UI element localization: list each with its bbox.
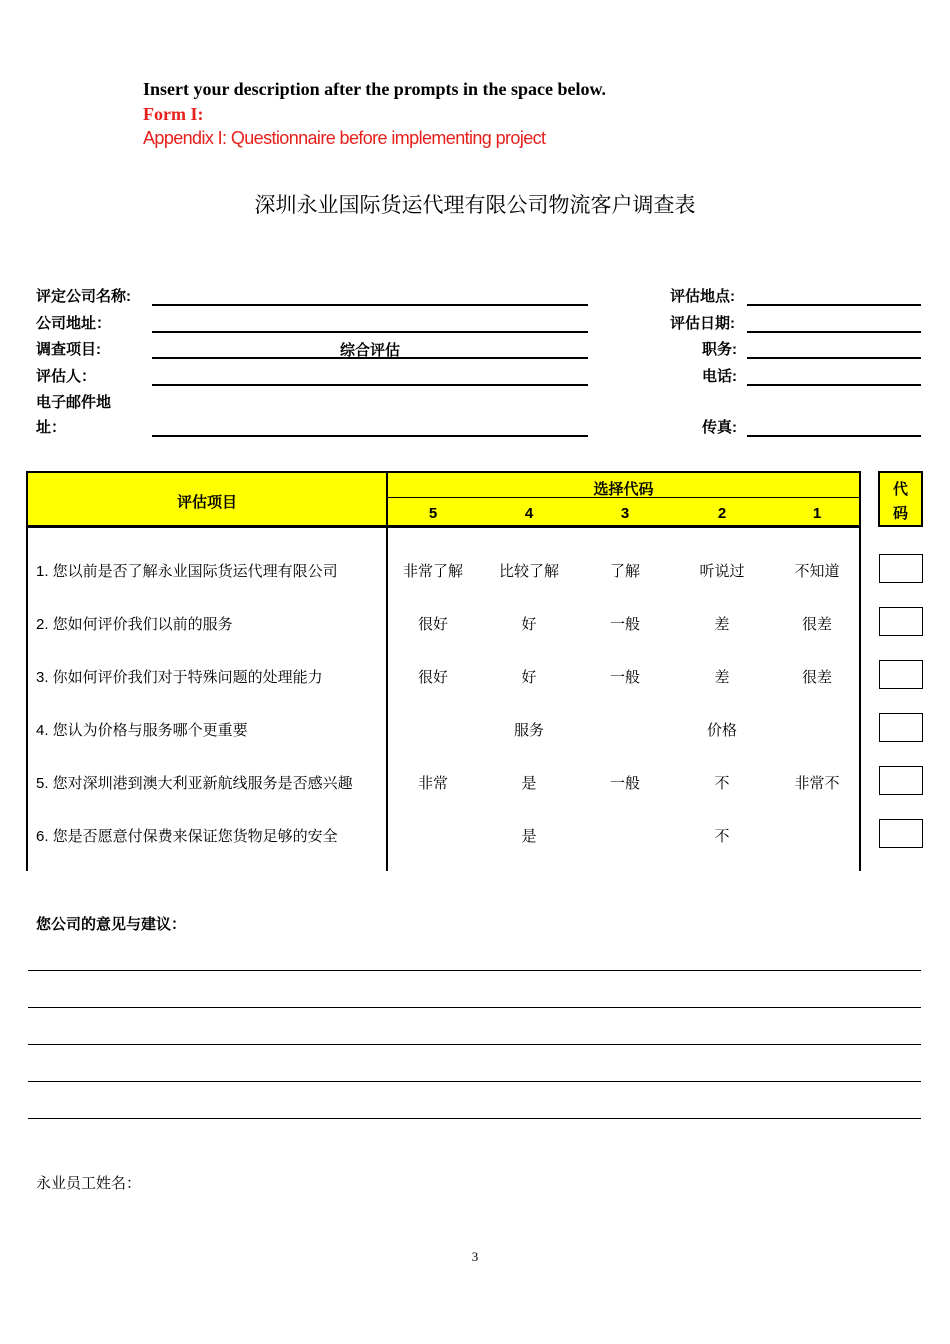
code-input-1[interactable] xyxy=(879,554,923,583)
question-2: 2. 您如何评价我们以前的服务 xyxy=(36,616,233,633)
code-input-6[interactable] xyxy=(879,819,923,848)
score-1: 1 xyxy=(812,505,822,522)
option-q2-5: 很好 xyxy=(417,616,448,633)
option-q3-5: 很好 xyxy=(417,669,448,686)
survey-item-value: 综合评估 xyxy=(339,342,400,359)
choice-header: 选择代码 xyxy=(593,481,654,498)
assessor-label: 评估人： xyxy=(36,368,97,385)
item-header: 评估项目 xyxy=(176,494,237,511)
option-q2-4: 好 xyxy=(521,616,537,633)
option-q5-1: 非常不 xyxy=(794,775,840,792)
code-input-3[interactable] xyxy=(879,660,923,689)
company-name-label: 评定公司名称: xyxy=(36,288,131,305)
option-q2-2: 差 xyxy=(714,616,730,633)
comment-line-3[interactable] xyxy=(28,1044,921,1045)
option-q1-5: 非常了解 xyxy=(402,563,463,580)
table-left-border xyxy=(26,527,28,871)
option-q1-1: 不知道 xyxy=(794,563,840,580)
page-number: 3 xyxy=(471,1249,479,1264)
survey-item-field[interactable] xyxy=(152,357,588,359)
score-4: 4 xyxy=(524,505,534,522)
option-q3-1: 很差 xyxy=(801,669,832,686)
question-6: 6. 您是否愿意付保费来保证您货物足够的安全 xyxy=(36,828,338,845)
comments-label: 您公司的意见与建议： xyxy=(36,916,187,933)
email-label-line2: 址： xyxy=(36,419,67,436)
option-q5-3: 一般 xyxy=(609,775,640,792)
option-q2-3: 一般 xyxy=(609,616,640,633)
comment-line-4[interactable] xyxy=(28,1081,921,1082)
score-5: 5 xyxy=(428,505,438,522)
code-header-line1: 代 xyxy=(892,481,908,498)
option-q4-4: 服务 xyxy=(513,722,544,739)
code-input-4[interactable] xyxy=(879,713,923,742)
instruction-text: Insert your description after the prompts in the space below. xyxy=(143,79,606,99)
company-name-field[interactable] xyxy=(152,304,588,306)
staff-name-label: 永业员工姓名： xyxy=(36,1176,142,1192)
phone-field[interactable] xyxy=(747,384,921,386)
option-q1-3: 了解 xyxy=(609,563,640,580)
code-input-5[interactable] xyxy=(879,766,923,795)
date-label: 评估日期: xyxy=(670,315,735,332)
option-q6-4: 是 xyxy=(521,828,537,845)
question-4: 4. 您认为价格与服务哪个更重要 xyxy=(36,722,248,739)
option-q3-4: 好 xyxy=(521,669,537,686)
survey-title: 深圳永业国际货运代理有限公司物流客户调查表 xyxy=(254,193,696,217)
score-3: 3 xyxy=(620,505,630,522)
header-double-line xyxy=(26,527,861,528)
email-label-line1: 电子邮件地 xyxy=(36,394,112,411)
option-q1-2: 听说过 xyxy=(699,563,745,580)
option-q6-2: 不 xyxy=(714,828,730,845)
location-field[interactable] xyxy=(747,304,921,306)
option-q4-2: 价格 xyxy=(706,722,737,739)
option-q5-5: 非常 xyxy=(417,775,448,792)
survey-item-label: 调查项目: xyxy=(36,341,101,358)
location-label: 评估地点: xyxy=(670,288,735,305)
question-3: 3. 你如何评价我们对于特殊问题的处理能力 xyxy=(36,669,323,686)
appendix-title: Appendix I: Questionnaire before implementing project xyxy=(143,128,546,148)
email-field[interactable] xyxy=(152,435,588,437)
comment-line-2[interactable] xyxy=(28,1007,921,1008)
company-address-field[interactable] xyxy=(152,331,588,333)
position-field[interactable] xyxy=(747,357,921,359)
code-header-line2: 码 xyxy=(892,505,908,522)
option-q3-3: 一般 xyxy=(609,669,640,686)
phone-label: 电话: xyxy=(702,368,737,385)
comment-line-1[interactable] xyxy=(28,970,921,971)
option-q5-2: 不 xyxy=(714,775,730,792)
company-address-label: 公司地址： xyxy=(36,315,112,332)
date-field[interactable] xyxy=(747,331,921,333)
code-input-2[interactable] xyxy=(879,607,923,636)
fax-field[interactable] xyxy=(747,435,921,437)
assessor-field[interactable] xyxy=(152,384,588,386)
comment-line-5[interactable] xyxy=(28,1118,921,1119)
option-q3-2: 差 xyxy=(714,669,730,686)
option-q1-4: 比较了解 xyxy=(498,563,559,580)
option-q5-4: 是 xyxy=(521,775,537,792)
fax-label: 传真: xyxy=(702,419,737,436)
option-q2-1: 很差 xyxy=(801,616,832,633)
score-2: 2 xyxy=(717,505,727,522)
question-5: 5. 您对深圳港到澳大利亚新航线服务是否感兴趣 xyxy=(36,775,353,792)
form-label: Form I: xyxy=(143,104,204,124)
question-1: 1. 您以前是否了解永业国际货运代理有限公司 xyxy=(36,563,338,580)
position-label: 职务: xyxy=(702,341,737,358)
